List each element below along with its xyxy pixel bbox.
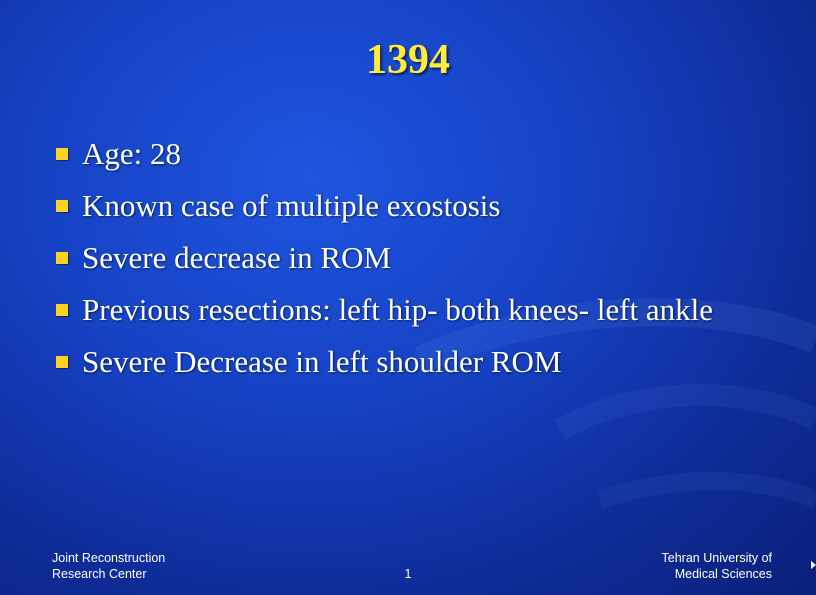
bullet-item bbox=[52, 239, 752, 276]
square-bullet-icon bbox=[56, 356, 68, 368]
bullet-item bbox=[52, 343, 752, 380]
square-bullet-icon bbox=[56, 200, 68, 212]
slide-title: 1394 bbox=[366, 37, 450, 83]
slide-number: 1 bbox=[404, 567, 412, 581]
footer-right-line1: Tehran University of bbox=[661, 551, 772, 565]
footer-left-line2: Research Center bbox=[52, 567, 147, 581]
pointer-cursor-icon bbox=[811, 561, 816, 569]
bullet-item bbox=[52, 135, 752, 172]
bullet-item bbox=[52, 291, 752, 328]
square-bullet-icon bbox=[56, 304, 68, 316]
bullet-text: Previous resections: left hip- both knees- left ankle bbox=[82, 292, 714, 327]
footer-left-line1: Joint Reconstruction bbox=[52, 551, 166, 565]
square-bullet-icon bbox=[56, 148, 68, 160]
bullet-text: Severe Decrease in left shoulder ROM bbox=[82, 344, 562, 379]
footer-right-line2: Medical Sciences bbox=[674, 567, 772, 581]
bullet-text: Age: 28 bbox=[82, 136, 182, 171]
footer-university bbox=[662, 550, 772, 582]
square-bullet-icon bbox=[56, 252, 68, 264]
bullet-text: Severe decrease in ROM bbox=[82, 240, 392, 275]
bullet-list bbox=[52, 135, 752, 395]
bullet-text: Known case of multiple exostosis bbox=[82, 188, 501, 223]
bullet-item bbox=[52, 187, 752, 224]
